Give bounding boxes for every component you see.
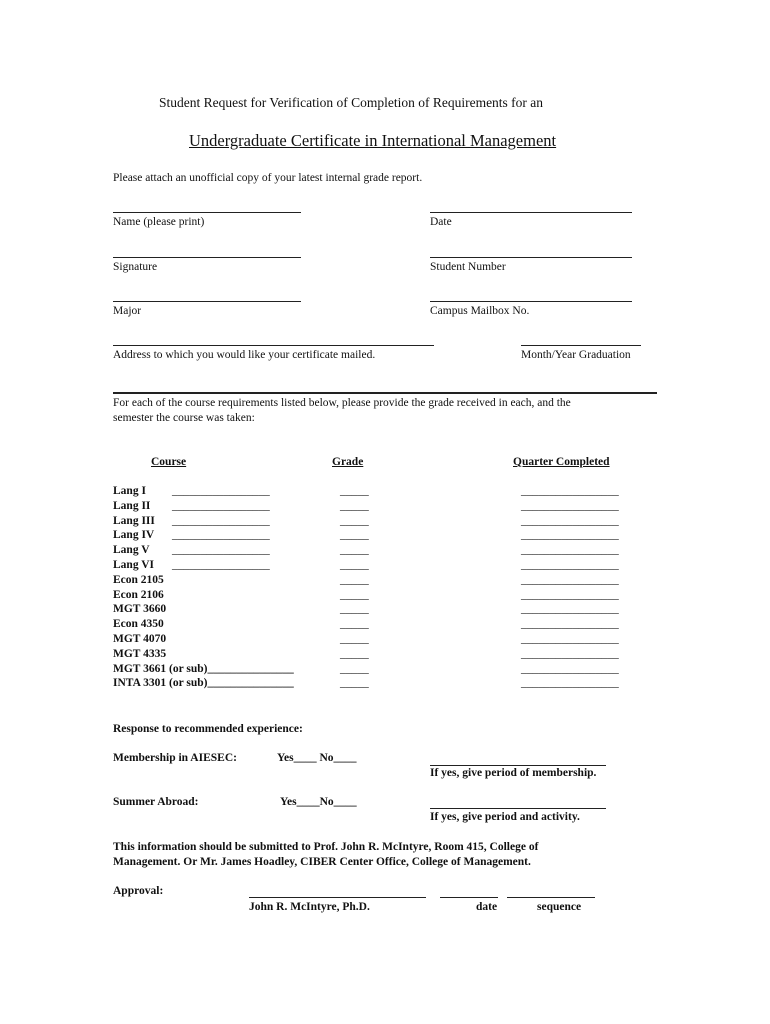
summer-abroad-note: If yes, give period and activity. bbox=[430, 811, 580, 823]
attach-instruction: Please attach an unofficial copy of your latest internal grade report. bbox=[113, 172, 423, 184]
date-field-line[interactable] bbox=[430, 212, 632, 213]
grade-blank[interactable]: _____ bbox=[340, 603, 369, 615]
approval-signer: John R. McIntyre, Ph.D. bbox=[249, 901, 370, 913]
quarter-blank[interactable]: _________________ bbox=[521, 663, 619, 675]
courses-intro-line1: For each of the course requirements listed below, please provide the grade received in each, and the bbox=[113, 397, 571, 409]
grade-blank[interactable]: _____ bbox=[340, 544, 369, 556]
summer-abroad-yes-no[interactable]: Yes____No____ bbox=[280, 796, 357, 808]
major-field-label: Major bbox=[113, 305, 142, 317]
address-field-line[interactable] bbox=[113, 345, 434, 346]
campus-mailbox-field-label: Campus Mailbox No. bbox=[430, 305, 530, 317]
grade-blank[interactable]: _____ bbox=[340, 515, 369, 527]
course-label: Lang I bbox=[113, 485, 146, 497]
grade-blank[interactable]: _____ bbox=[340, 529, 369, 541]
quarter-blank[interactable]: _________________ bbox=[521, 648, 619, 660]
approval-signature-line[interactable] bbox=[249, 897, 426, 898]
grade-blank[interactable]: _____ bbox=[340, 500, 369, 512]
grade-blank[interactable]: _____ bbox=[340, 633, 369, 645]
quarter-blank[interactable]: _________________ bbox=[521, 515, 619, 527]
aiesec-period-line[interactable] bbox=[430, 765, 606, 766]
graduation-field-line[interactable] bbox=[521, 345, 641, 346]
summer-abroad-label: Summer Abroad: bbox=[113, 796, 199, 808]
course-label: Lang III bbox=[113, 515, 155, 527]
grade-blank[interactable]: _____ bbox=[340, 559, 369, 571]
column-header-quarter: Quarter Completed bbox=[513, 456, 610, 468]
section-divider bbox=[113, 392, 657, 394]
quarter-blank[interactable]: _________________ bbox=[521, 574, 619, 586]
course-label: Lang VI bbox=[113, 559, 155, 571]
grade-blank[interactable]: _____ bbox=[340, 574, 369, 586]
date-field-label: Date bbox=[430, 216, 452, 228]
course-name-blank[interactable]: _________________ bbox=[172, 544, 270, 556]
grade-blank[interactable]: _____ bbox=[340, 648, 369, 660]
course-name-blank[interactable]: _________________ bbox=[172, 500, 270, 512]
quarter-blank[interactable]: _________________ bbox=[521, 677, 619, 689]
summer-abroad-period-line[interactable] bbox=[430, 808, 606, 809]
course-label: Lang II bbox=[113, 500, 151, 512]
major-field-line[interactable] bbox=[113, 301, 301, 302]
grade-blank[interactable]: _____ bbox=[340, 618, 369, 630]
approval-date-label: date bbox=[476, 901, 498, 913]
aiesec-yes-no[interactable]: Yes____ No____ bbox=[277, 752, 357, 764]
quarter-blank[interactable]: _________________ bbox=[521, 544, 619, 556]
course-name-blank[interactable]: _________________ bbox=[172, 515, 270, 527]
aiesec-label: Membership in AIESEC: bbox=[113, 752, 237, 764]
course-name-blank[interactable]: _________________ bbox=[172, 529, 270, 541]
column-header-grade: Grade bbox=[332, 456, 364, 468]
course-label: MGT 4335 bbox=[113, 648, 167, 660]
student-number-field-label: Student Number bbox=[430, 261, 506, 273]
course-label: Lang V bbox=[113, 544, 150, 556]
address-field-label: Address to which you would like your certificate mailed. bbox=[113, 349, 376, 361]
grade-blank[interactable]: _____ bbox=[340, 485, 369, 497]
quarter-blank[interactable]: _________________ bbox=[521, 589, 619, 601]
quarter-blank[interactable]: _________________ bbox=[521, 485, 619, 497]
experience-heading: Response to recommended experience: bbox=[113, 723, 303, 735]
quarter-blank[interactable]: _________________ bbox=[521, 633, 619, 645]
signature-field-label: Signature bbox=[113, 261, 158, 273]
name-field-line[interactable] bbox=[113, 212, 301, 213]
course-label: Econ 2105 bbox=[113, 574, 164, 586]
form-title-line1: Student Request for Verification of Completion of Requirements for an bbox=[159, 95, 544, 110]
name-field-label: Name (please print) bbox=[113, 216, 205, 228]
course-name-blank[interactable]: _________________ bbox=[172, 485, 270, 497]
student-number-field-line[interactable] bbox=[430, 257, 632, 258]
approval-label: Approval: bbox=[113, 885, 164, 897]
course-label: INTA 3301 (or sub)_______________ bbox=[113, 677, 294, 689]
submission-line1: This information should be submitted to Prof. John R. McIntyre, Room 415, College of bbox=[113, 841, 539, 853]
signature-field-line[interactable] bbox=[113, 257, 301, 258]
form-title-line2: Undergraduate Certificate in International Management bbox=[189, 131, 557, 150]
quarter-blank[interactable]: _________________ bbox=[521, 603, 619, 615]
course-label: Econ 4350 bbox=[113, 618, 164, 630]
courses-intro-line2: semester the course was taken: bbox=[113, 412, 255, 424]
course-label: MGT 4070 bbox=[113, 633, 167, 645]
approval-date-line[interactable] bbox=[440, 897, 498, 898]
grade-blank[interactable]: _____ bbox=[340, 677, 369, 689]
submission-line2: Management. Or Mr. James Hoadley, CIBER Center Office, College of Management. bbox=[113, 856, 531, 868]
approval-sequence-line[interactable] bbox=[507, 897, 595, 898]
grade-blank[interactable]: _____ bbox=[340, 663, 369, 675]
course-label: MGT 3660 bbox=[113, 603, 167, 615]
quarter-blank[interactable]: _________________ bbox=[521, 500, 619, 512]
aiesec-note: If yes, give period of membership. bbox=[430, 767, 597, 779]
column-header-course: Course bbox=[151, 456, 187, 468]
course-label: Lang IV bbox=[113, 529, 155, 541]
course-label: Econ 2106 bbox=[113, 589, 164, 601]
course-label: MGT 3661 (or sub)_______________ bbox=[113, 663, 294, 675]
quarter-blank[interactable]: _________________ bbox=[521, 559, 619, 571]
campus-mailbox-field-line[interactable] bbox=[430, 301, 632, 302]
grade-blank[interactable]: _____ bbox=[340, 589, 369, 601]
course-name-blank[interactable]: _________________ bbox=[172, 559, 270, 571]
quarter-blank[interactable]: _________________ bbox=[521, 618, 619, 630]
graduation-field-label: Month/Year Graduation bbox=[521, 349, 631, 361]
quarter-blank[interactable]: _________________ bbox=[521, 529, 619, 541]
approval-sequence-label: sequence bbox=[537, 901, 582, 913]
